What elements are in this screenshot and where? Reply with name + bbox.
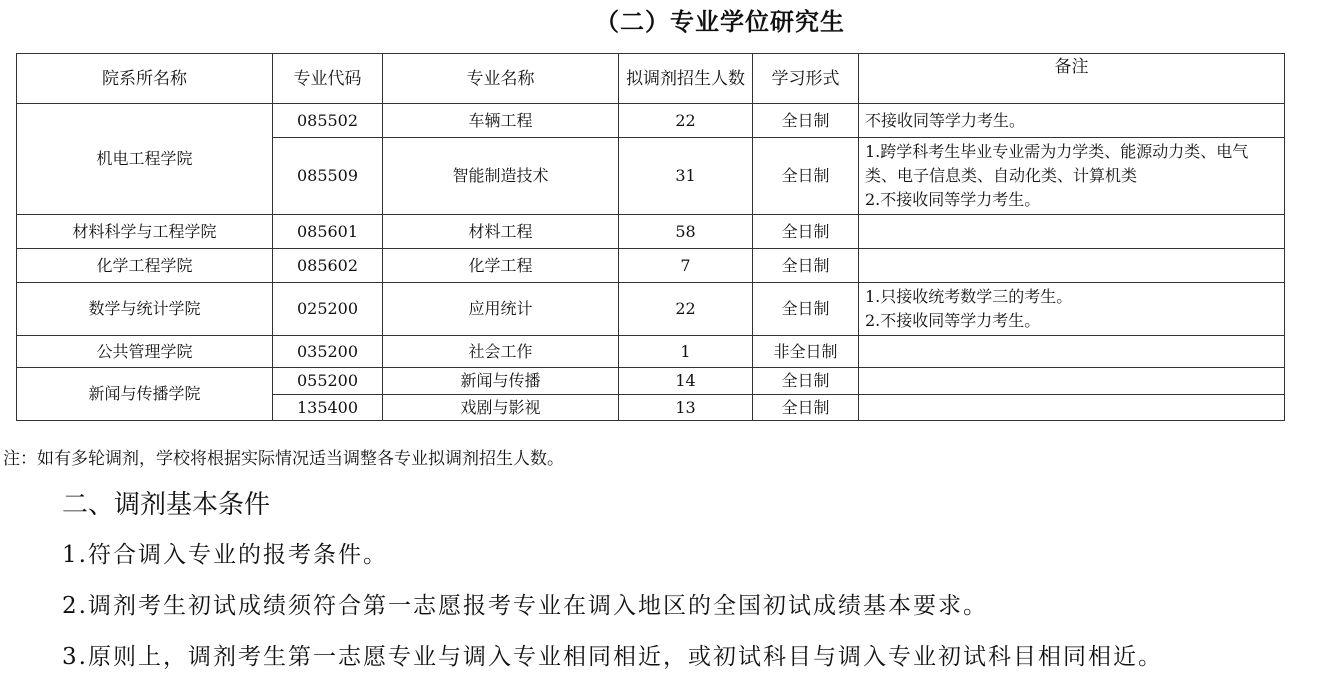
- code-cell: 085509: [273, 138, 383, 215]
- code-cell: 085601: [273, 215, 383, 249]
- college-cell: 材料科学与工程学院: [17, 215, 273, 249]
- major-cell: 社会工作: [383, 336, 619, 368]
- major-cell: 车辆工程: [383, 104, 619, 138]
- mode-cell: 全日制: [753, 215, 859, 249]
- col-header-college: 院系所名称: [17, 54, 273, 104]
- count-cell: 22: [619, 283, 753, 336]
- table-row: [17, 336, 1285, 368]
- major-cell: 新闻与传播: [383, 368, 619, 395]
- code-cell: 135400: [273, 395, 383, 421]
- code-cell: 055200: [273, 368, 383, 395]
- major-cell: 材料工程: [383, 215, 619, 249]
- mode-cell: 全日制: [753, 249, 859, 283]
- condition-item: 1.符合调入专业的报考条件。: [62, 542, 388, 568]
- code-cell: 085602: [273, 249, 383, 283]
- notes-cell: [859, 138, 1285, 215]
- code-cell: 035200: [273, 336, 383, 368]
- count-cell: 13: [619, 395, 753, 421]
- note-text: 2.不接收同等学力考生。: [865, 311, 1041, 330]
- col-header-notes: 备注: [859, 54, 1285, 104]
- col-header-count: 拟调剂招生人数: [619, 54, 753, 104]
- college-cell: 化学工程学院: [17, 249, 273, 283]
- footnote: 注：如有多轮调剂，学校将根据实际情况适当调整各专业拟调剂招生人数。: [3, 449, 564, 469]
- condition-item: 2.调剂考生初试成绩须符合第一志愿报考专业在调入地区的全国初试成绩基本要求。: [62, 593, 988, 619]
- notes-cell: [859, 249, 1285, 283]
- major-cell: 化学工程: [383, 249, 619, 283]
- note-text: 不接收同等学力考生。: [865, 110, 1026, 130]
- college-cell: 新闻与传播学院: [17, 368, 273, 421]
- col-header-major: 专业名称: [383, 54, 619, 104]
- col-header-code: 专业代码: [273, 54, 383, 104]
- code-cell: 085502: [273, 104, 383, 138]
- mode-cell: 全日制: [753, 283, 859, 336]
- mode-cell: 全日制: [753, 395, 859, 421]
- note-text: 1.只接收统考数学三的考生。: [865, 287, 1073, 306]
- mode-cell: 全日制: [753, 368, 859, 395]
- note-text: 2.不接收同等学力考生。: [865, 190, 1041, 209]
- code-cell: 025200: [273, 283, 383, 336]
- mode-cell: 全日制: [753, 104, 859, 138]
- mode-cell: 非全日制: [753, 336, 859, 368]
- table-row: [17, 283, 1285, 336]
- section-heading: 二、调剂基本条件: [62, 490, 271, 520]
- notes-cell: [859, 215, 1285, 249]
- col-header-mode: 学习形式: [753, 54, 859, 104]
- condition-item: 3.原则上，调剂考生第一志愿专业与调入专业相同相近，或初试科目与调入专业初试科目相同相近。: [62, 644, 1163, 670]
- table-row: [17, 368, 1285, 395]
- note-text: 1.跨学科考生毕业专业需为力学类、能源动力类、电气类、电子信息类、自动化类、计算机类: [865, 142, 1249, 185]
- major-cell: 戏剧与影视: [383, 395, 619, 421]
- notes-cell: [859, 368, 1285, 395]
- count-cell: 31: [619, 138, 753, 215]
- college-cell: 数学与统计学院: [17, 283, 273, 336]
- table-row: [17, 249, 1285, 283]
- table-header-row: [17, 54, 1285, 104]
- count-cell: 14: [619, 368, 753, 395]
- notes-cell: [859, 104, 1285, 138]
- table-row: [17, 104, 1285, 138]
- college-cell: 机电工程学院: [17, 104, 273, 215]
- adjustment-plan-table: [16, 53, 1285, 421]
- count-cell: 58: [619, 215, 753, 249]
- college-cell: 公共管理学院: [17, 336, 273, 368]
- major-cell: 智能制造技术: [383, 138, 619, 215]
- mode-cell: 全日制: [753, 138, 859, 215]
- count-cell: 1: [619, 336, 753, 368]
- notes-cell: [859, 283, 1285, 336]
- notes-cell: [859, 395, 1285, 421]
- count-cell: 7: [619, 249, 753, 283]
- section-title: （二）专业学位研究生: [595, 8, 845, 36]
- count-cell: 22: [619, 104, 753, 138]
- major-cell: 应用统计: [383, 283, 619, 336]
- notes-cell: [859, 336, 1285, 368]
- table-row: [17, 215, 1285, 249]
